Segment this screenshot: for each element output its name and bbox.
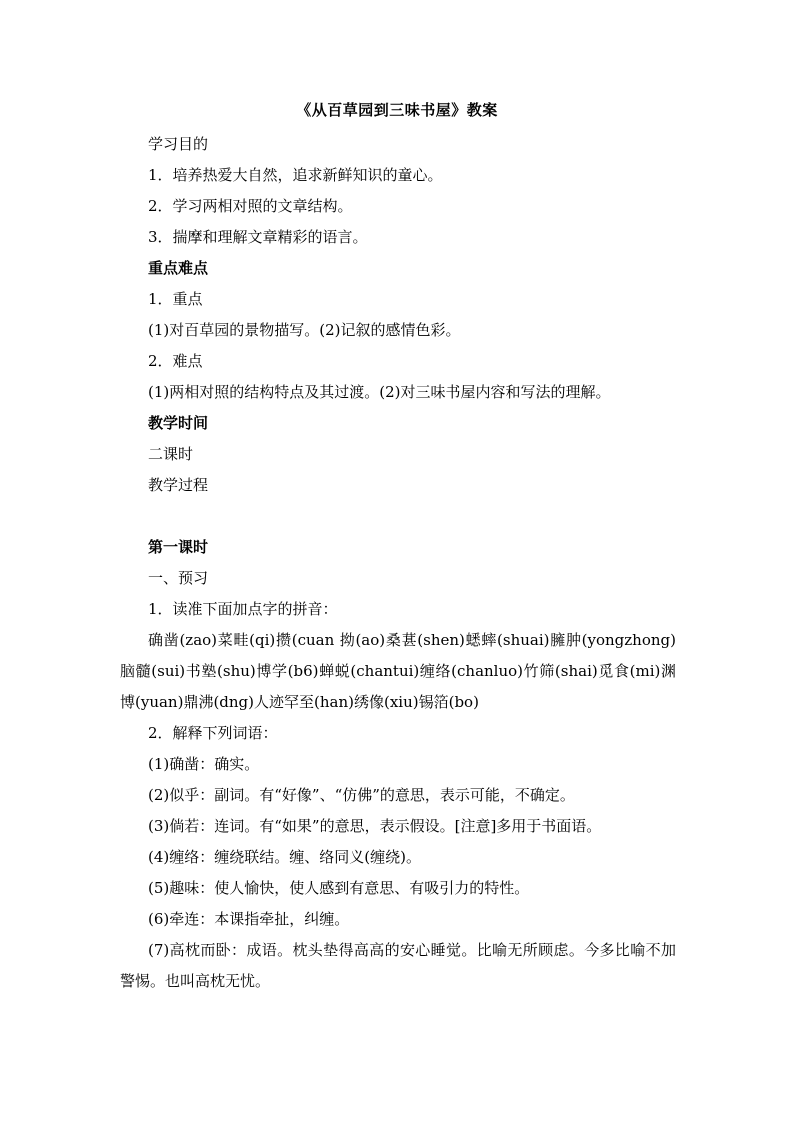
section-heading: 重点难点 <box>148 259 209 277</box>
text-line: 2．难点 <box>148 352 203 370</box>
blank-line <box>120 501 676 532</box>
text-line: 一、预习 <box>148 569 209 587</box>
document-body <box>120 129 676 997</box>
text-line: 教学过程 <box>148 476 209 494</box>
pinyin-paragraph: 确凿(zao)菜畦(qi)攒(cuan 拗(ao)桑葚(shen)蟋蟀(shuai)臃肿(yongzhong)脑髓(sui)书塾(shu)博学(b6)蝉蜕(chantui)缠络(chanluo)竹筛(shai)觅食(mi)渊博(yuan)鼎沸(dng)人迹罕至(han)绣像(xiu)锡箔(bo) <box>120 631 676 711</box>
text-line: 3．揣摩和理解文章精彩的语言。 <box>148 228 368 246</box>
closing-paragraph: (7)高枕而卧：成语。枕头垫得高高的安心睡觉。比喻无所顾虑。今多比喻不加警惕。也叫高枕无忧。 <box>120 941 676 990</box>
text-line: 1．重点 <box>148 290 203 308</box>
text-line: 学习目的 <box>148 135 209 153</box>
text-line: (2)似乎：副词。有“好像”、“仿佛”的意思，表示可能，不确定。 <box>148 786 575 804</box>
section-heading: 教学时间 <box>148 414 209 432</box>
text-line: (5)趣味：使人愉快，使人感到有意思、有吸引力的特性。 <box>148 879 530 897</box>
section-lines-vocabulary <box>120 718 676 935</box>
text-line: (4)缠络：缠绕联结。缠、络同义(缠绕)。 <box>148 848 421 866</box>
text-line: (6)牵连：本课指牵扯，纠缠。 <box>148 910 350 928</box>
section-lines <box>120 129 676 625</box>
text-line: 1．培养热爱大自然，追求新鲜知识的童心。 <box>148 166 443 184</box>
text-line: (3)倘若：连词。有“如果”的意思，表示假设。[注意]多用于书面语。 <box>148 817 602 835</box>
text-line: 2．解释下列词语： <box>148 724 278 742</box>
text-line: 二课时 <box>148 445 194 463</box>
text-line: 2．学习两相对照的文章结构。 <box>148 197 353 215</box>
text-line: (1)两相对照的结构特点及其过渡。(2)对三味书屋内容和写法的理解。 <box>148 383 611 401</box>
text-line: (1)确凿：确实。 <box>148 755 260 773</box>
text-line: 1．读准下面加点字的拼音： <box>148 600 338 618</box>
document-title: 《从百草园到三味书屋》教案 <box>296 101 498 119</box>
text-line: (1)对百草园的景物描写。(2)记叙的感情色彩。 <box>148 321 461 339</box>
section-heading: 第一课时 <box>148 538 209 556</box>
